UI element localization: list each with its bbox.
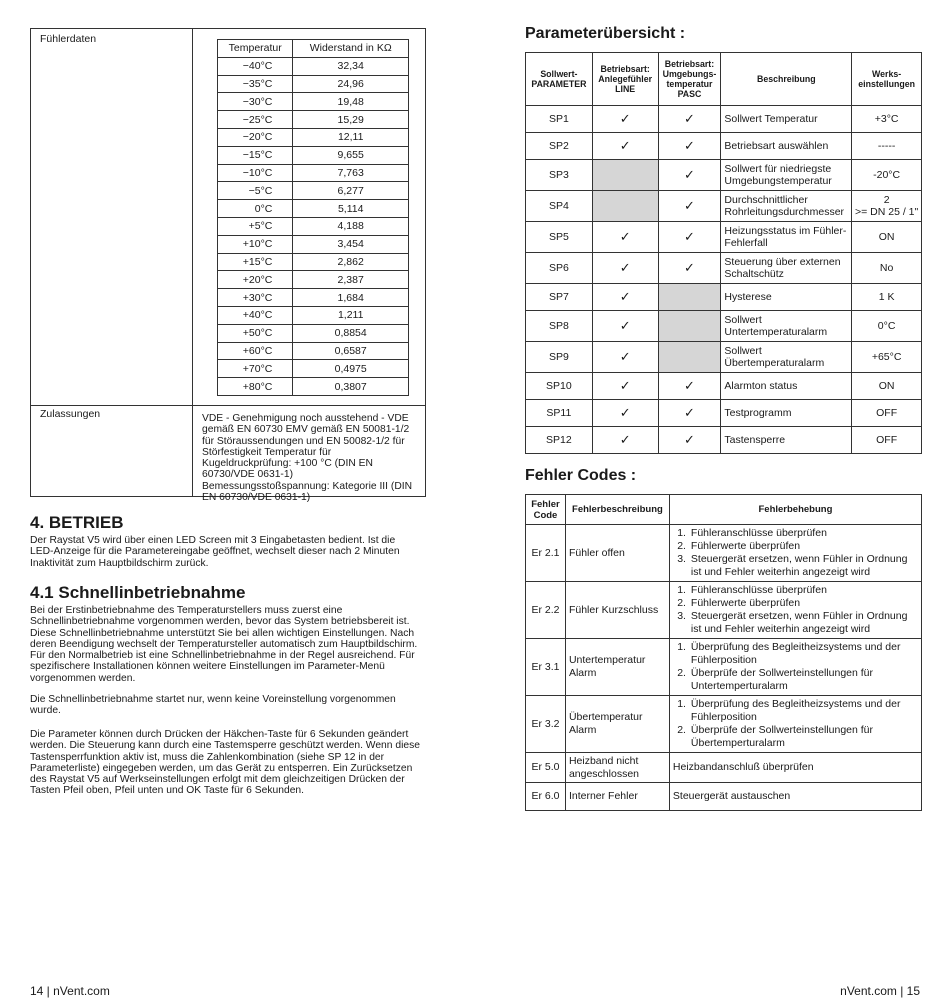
table-row [218, 93, 409, 111]
error-code-cell: Er 5.0 [526, 753, 566, 783]
parameter-table-body [526, 106, 922, 454]
header-text: Betriebsart: Anlegefühler LINE [598, 64, 653, 94]
temperature-cell: −40°C [218, 57, 293, 75]
remedy-step: 1. Fühleranschlüsse überprüfen [689, 527, 918, 540]
check-icon: ✓ [619, 432, 631, 448]
remedy-steps-list [673, 527, 918, 579]
parameter-id-cell: SP4 [526, 191, 593, 222]
check-icon: ✓ [684, 405, 695, 421]
section-4-1-paragraph-3: Die Parameter können durch Drücken der Häkchen-Taste für 6 Sekunden geändert werden. Die Steuerung kann durch eine Tastemsperre geschützt werden. Wenn diese Tastensperrfunktion aktiv ist, muss die Zahlenkombination (siehe SP 12 in der Parameterliste) eingegeben werden, um das Gerät zu entsperren. Ein Zurücksetzen des Raystat V5 auf Werkseinstellungen erfolgt mit dem gleichzeitigen Drücken der Tasten Pfeil oben, Pfeil unten und OK Taste für 6 Sekunden. [30, 729, 420, 797]
remedy-steps-list [673, 641, 918, 693]
temperature-cell: +60°C [218, 342, 293, 360]
header-text: Beschreibung [756, 74, 816, 84]
resistance-cell: 5,114 [293, 200, 409, 218]
temperature-table-body [218, 57, 409, 395]
section-4-1-paragraph-2: Die Schnellinbetriebnahme startet nur, wenn keine Voreinstellung vorgenommen wurde. [30, 694, 396, 717]
parameter-description-cell: Hysterese [721, 284, 852, 311]
parameter-id-cell: SP11 [526, 400, 593, 427]
table-row [526, 783, 922, 811]
error-remedy-cell [669, 525, 921, 582]
factory-default-cell: ON [852, 373, 922, 400]
parameter-id-cell: SP7 [526, 284, 593, 311]
error-code-cell: Er 3.2 [526, 696, 566, 753]
check-icon: ✓ [684, 198, 695, 214]
table-row [526, 191, 922, 222]
check-icon: ✓ [619, 318, 631, 334]
error-code-cell: Er 6.0 [526, 783, 566, 811]
section-4-text: Der Raystat V5 wird über einen LED Screen mit 3 Eingabetasten bedient. Ist die LED-Anzeige für die Parametereingabe geöffnet, wechselt dieser nach 2 Minuten Inaktivität zum Hauptbildschirm zurück. [30, 535, 400, 569]
resistance-cell: 19,48 [293, 93, 409, 111]
temperature-cell: 0°C [218, 200, 293, 218]
parameter-description-cell: Sollwert Temperatur [721, 106, 852, 133]
error-code-cell: Er 2.2 [526, 582, 566, 639]
check-icon: ✓ [684, 167, 695, 183]
line-mode-cell [592, 222, 658, 253]
temperature-cell: +80°C [218, 378, 293, 396]
pasc-mode-cell [658, 191, 721, 222]
temperature-cell: −10°C [218, 164, 293, 182]
table-header-row [218, 40, 409, 58]
factory-default-cell: No [852, 253, 922, 284]
remedy-step: 1. Fühleranschlüsse überprüfen [689, 584, 918, 597]
error-description-cell: Interner Fehler [565, 783, 669, 811]
table-row [526, 373, 922, 400]
header-text: Fehlerbeschreibung [572, 504, 663, 515]
parameter-id-cell: SP10 [526, 373, 593, 400]
temperature-cell: −25°C [218, 111, 293, 129]
header-mode-line [592, 53, 658, 106]
remedy-step: 2. Überprüfe der Sollwerteinstellungen für Untertemperturalarm [689, 667, 918, 693]
table-row [218, 271, 409, 289]
resistance-cell: 0,8854 [293, 324, 409, 342]
factory-default-cell: -20°C [852, 160, 922, 191]
table-row [526, 582, 922, 639]
section-4-1-title: 4.1 Schnellinbetriebnahme [30, 583, 246, 602]
remedy-steps-list [673, 584, 918, 636]
pasc-mode-cell [658, 106, 721, 133]
line-mode-cell [592, 342, 658, 373]
table-header-row [526, 53, 922, 106]
line-mode-cell [592, 311, 658, 342]
header-mode-pasc [658, 53, 721, 106]
resistance-cell: 7,763 [293, 164, 409, 182]
header-error-description [565, 495, 669, 525]
parameter-id-cell: SP6 [526, 253, 593, 284]
table-row [218, 360, 409, 378]
parameter-description-cell: Tastensperre [721, 427, 852, 454]
table-row [526, 400, 922, 427]
error-description-cell: Übertemperatur Alarm [565, 696, 669, 753]
resistance-cell: 4,188 [293, 217, 409, 235]
temperature-cell: +5°C [218, 217, 293, 235]
resistance-cell: 3,454 [293, 235, 409, 253]
parameter-description-cell: Testprogramm [721, 400, 852, 427]
factory-default-cell: 1 K [852, 284, 922, 311]
resistance-cell: 6,277 [293, 182, 409, 200]
table-row [218, 289, 409, 307]
remedy-step: 2. Fühlerwerte überprüfen [689, 540, 918, 553]
header-text: Werks- einstellungen [858, 69, 915, 89]
temperature-cell: −35°C [218, 75, 293, 93]
line-mode-cell [592, 253, 658, 284]
resistance-cell: 2,387 [293, 271, 409, 289]
footer-right-page: nVent.com | 15 [840, 984, 920, 998]
check-icon: ✓ [684, 432, 695, 448]
check-icon: ✓ [684, 378, 695, 394]
resistance-cell: 9,655 [293, 146, 409, 164]
table-row [218, 200, 409, 218]
parameter-id-cell: SP8 [526, 311, 593, 342]
temperature-cell: +30°C [218, 289, 293, 307]
check-icon: ✓ [619, 111, 631, 127]
temperature-cell: −15°C [218, 146, 293, 164]
box-divider-horizontal [31, 405, 425, 406]
temperature-cell: −5°C [218, 182, 293, 200]
sensor-data-label: Fühlerdaten [40, 33, 97, 45]
table-row [526, 639, 922, 696]
parameter-description-cell: Betriebsart auswählen [721, 133, 852, 160]
error-codes-title: Fehler Codes : [525, 467, 637, 484]
error-remedy-cell: Steuergerät austauschen [669, 783, 921, 811]
header-temperature: Temperatur [218, 40, 293, 58]
error-code-cell: Er 3.1 [526, 639, 566, 696]
temperature-cell: +70°C [218, 360, 293, 378]
table-row [526, 342, 922, 373]
check-icon: ✓ [684, 111, 695, 127]
table-row [526, 160, 922, 191]
table-row [526, 427, 922, 454]
resistance-cell: 12,11 [293, 128, 409, 146]
table-row [218, 235, 409, 253]
table-row [218, 111, 409, 129]
table-row [526, 753, 922, 783]
table-row [218, 128, 409, 146]
header-text: Betriebsart: Umgebungs- temperatur PASC [662, 59, 717, 99]
parameter-id-cell: SP12 [526, 427, 593, 454]
factory-default-cell: ----- [852, 133, 922, 160]
table-row [218, 342, 409, 360]
temperature-cell: +50°C [218, 324, 293, 342]
table-row [526, 106, 922, 133]
resistance-cell: 0,3807 [293, 378, 409, 396]
factory-default-cell: 2 >= DN 25 / 1" [852, 191, 922, 222]
temperature-cell: −30°C [218, 93, 293, 111]
error-remedy-cell [669, 582, 921, 639]
footer-left-page: 14 | nVent.com [30, 984, 110, 998]
factory-default-cell: +65°C [852, 342, 922, 373]
line-mode-cell [592, 373, 658, 400]
parameter-id-cell: SP9 [526, 342, 593, 373]
remedy-step: 3. Steuergerät ersetzen, wenn Fühler in Ordnung ist und Fehler weiterhin angezeigt wird [689, 553, 918, 579]
header-setpoint-parameter [526, 53, 593, 106]
check-icon: ✓ [619, 378, 631, 394]
parameter-overview-title: Parameterübersicht : [525, 25, 686, 42]
temperature-cell: +20°C [218, 271, 293, 289]
remedy-step: 2. Fühlerwerte überprüfen [689, 597, 918, 610]
pasc-mode-cell [658, 160, 721, 191]
section-4-title: 4. BETRIEB [30, 513, 124, 532]
factory-default-cell: OFF [852, 400, 922, 427]
pasc-mode-cell [658, 222, 721, 253]
table-row [526, 284, 922, 311]
remedy-step: 3. Steuergerät ersetzen, wenn Fühler in Ordnung ist und Fehler weiterhin angezeigt wird [689, 610, 918, 636]
factory-default-cell: +3°C [852, 106, 922, 133]
factory-default-cell: 0°C [852, 311, 922, 342]
table-header-row [526, 495, 922, 525]
temperature-resistance-table [217, 39, 409, 396]
approvals-text: VDE - Genehmigung noch ausstehend - VDE gemäß EN 60730 EMV gemäß EN 50081-1/2 für Störaussendungen und EN 50082-1/2 für Störfestigkeit Temperatur für Kugeldruckprüfung: +100 °C (DIN EN 60730/VDE 0631-1) Bemessungsstoßspannung: Kategorie III (DIN EN 60730/VDE 0631-1) [202, 413, 413, 504]
table-row [218, 146, 409, 164]
error-remedy-cell [669, 696, 921, 753]
header-error-code [526, 495, 566, 525]
parameter-description-cell: Sollwert für niedriegste Umgebungstemperatur [721, 160, 852, 191]
parameter-description-cell: Heizungsstatus im Fühler-Fehlerfall [721, 222, 852, 253]
box-divider-vertical [192, 29, 193, 496]
pasc-mode-cell [658, 253, 721, 284]
header-text: Sollwert- PARAMETER [531, 69, 587, 89]
parameter-id-cell: SP2 [526, 133, 593, 160]
section-4-1-paragraph-1: Bei der Erstinbetriebnahme des Temperaturstellers muss zuerst eine Schnellinbetriebnahme vorgenommen werden, bevor das System betriebsbereit ist. Diese Schnellinbetriebnahme unterstützt Sie bei allen wichtigen Einstellungen. Nach deren Beendigung wechselt der Temperatursteller automatisch zum Hauptbildschirm. Für den Normalbetrieb ist eine Schnellinbetriebnahme in der Regel ausreichend. Für spezifischere Installationen können weitere Einstellungen im Parameter-Menü vorgenommen werden. [30, 605, 418, 684]
resistance-cell: 2,862 [293, 253, 409, 271]
parameter-table [525, 52, 922, 454]
header-description [721, 53, 852, 106]
check-icon: ✓ [619, 229, 631, 245]
line-mode-cell [592, 133, 658, 160]
pasc-mode-cell [658, 373, 721, 400]
line-mode-cell [592, 191, 658, 222]
table-row [218, 253, 409, 271]
sensor-data-box [30, 28, 426, 504]
table-row [526, 222, 922, 253]
line-mode-cell [592, 106, 658, 133]
remedy-step: 2. Überprüfe der Sollwerteinstellungen für Übertemperturalarm [689, 724, 918, 750]
check-icon: ✓ [684, 260, 695, 276]
factory-default-cell: OFF [852, 427, 922, 454]
error-code-cell: Er 2.1 [526, 525, 566, 582]
temperature-cell: +40°C [218, 306, 293, 324]
error-codes-table [525, 494, 922, 811]
error-description-cell: Fühler offen [565, 525, 669, 582]
table-row [218, 378, 409, 396]
factory-default-cell: ON [852, 222, 922, 253]
parameter-description-cell: Sollwert Übertemperaturalarm [721, 342, 852, 373]
header-text: Fehlerbehebung [758, 504, 833, 515]
table-row [218, 217, 409, 235]
temperature-cell: +15°C [218, 253, 293, 271]
parameter-id-cell: SP1 [526, 106, 593, 133]
line-mode-cell [592, 284, 658, 311]
parameter-description-cell: Sollwert Untertemperaturalarm [721, 311, 852, 342]
temperature-cell: −20°C [218, 128, 293, 146]
header-error-remedy [669, 495, 921, 525]
pasc-mode-cell [658, 284, 721, 311]
error-table-body [526, 525, 922, 811]
check-icon: ✓ [619, 289, 631, 305]
resistance-cell: 0,6587 [293, 342, 409, 360]
table-row [526, 311, 922, 342]
resistance-cell: 0,4975 [293, 360, 409, 378]
check-icon: ✓ [619, 405, 631, 421]
line-mode-cell [592, 427, 658, 454]
resistance-cell: 15,29 [293, 111, 409, 129]
table-row [526, 133, 922, 160]
remedy-step: 1. Überprüfung des Begleitheizsystems und der Fühlerposition [689, 698, 918, 724]
check-icon: ✓ [619, 138, 631, 154]
resistance-cell: 1,684 [293, 289, 409, 307]
parameter-id-cell: SP5 [526, 222, 593, 253]
parameter-description-cell: Durchschnittlicher Rohrleitungsdurchmesser [721, 191, 852, 222]
resistance-cell: 24,96 [293, 75, 409, 93]
error-description-cell: Heizband nicht angeschlossen [565, 753, 669, 783]
table-row [218, 57, 409, 75]
line-mode-cell [592, 160, 658, 191]
check-icon: ✓ [619, 260, 631, 276]
approvals-label: Zulassungen [40, 408, 101, 420]
table-row [218, 182, 409, 200]
pasc-mode-cell [658, 342, 721, 373]
check-icon: ✓ [684, 229, 695, 245]
pasc-mode-cell [658, 311, 721, 342]
table-row [218, 164, 409, 182]
temperature-cell: +10°C [218, 235, 293, 253]
table-row [526, 525, 922, 582]
header-resistance: Widerstand in KΩ [293, 40, 409, 58]
parameter-id-cell: SP3 [526, 160, 593, 191]
table-row [218, 324, 409, 342]
resistance-cell: 32,34 [293, 57, 409, 75]
resistance-cell: 1,211 [293, 306, 409, 324]
error-remedy-cell: Heizbandanschluß überprüfen [669, 753, 921, 783]
line-mode-cell [592, 400, 658, 427]
remedy-steps-list [673, 698, 918, 750]
table-row [218, 75, 409, 93]
table-row [218, 306, 409, 324]
check-icon: ✓ [684, 138, 695, 154]
table-row [526, 253, 922, 284]
header-text: Fehler Code [531, 498, 560, 521]
parameter-description-cell: Steuerung über externen Schaltschütz [721, 253, 852, 284]
error-remedy-cell [669, 639, 921, 696]
pasc-mode-cell [658, 400, 721, 427]
check-icon: ✓ [619, 349, 631, 365]
table-row [526, 696, 922, 753]
parameter-description-cell: Alarmton status [721, 373, 852, 400]
error-description-cell: Untertemperatur Alarm [565, 639, 669, 696]
error-description-cell: Fühler Kurzschluss [565, 582, 669, 639]
pasc-mode-cell [658, 133, 721, 160]
pasc-mode-cell [658, 427, 721, 454]
header-factory-settings [852, 53, 922, 106]
remedy-step: 1. Überprüfung des Begleitheizsystems und der Fühlerposition [689, 641, 918, 667]
